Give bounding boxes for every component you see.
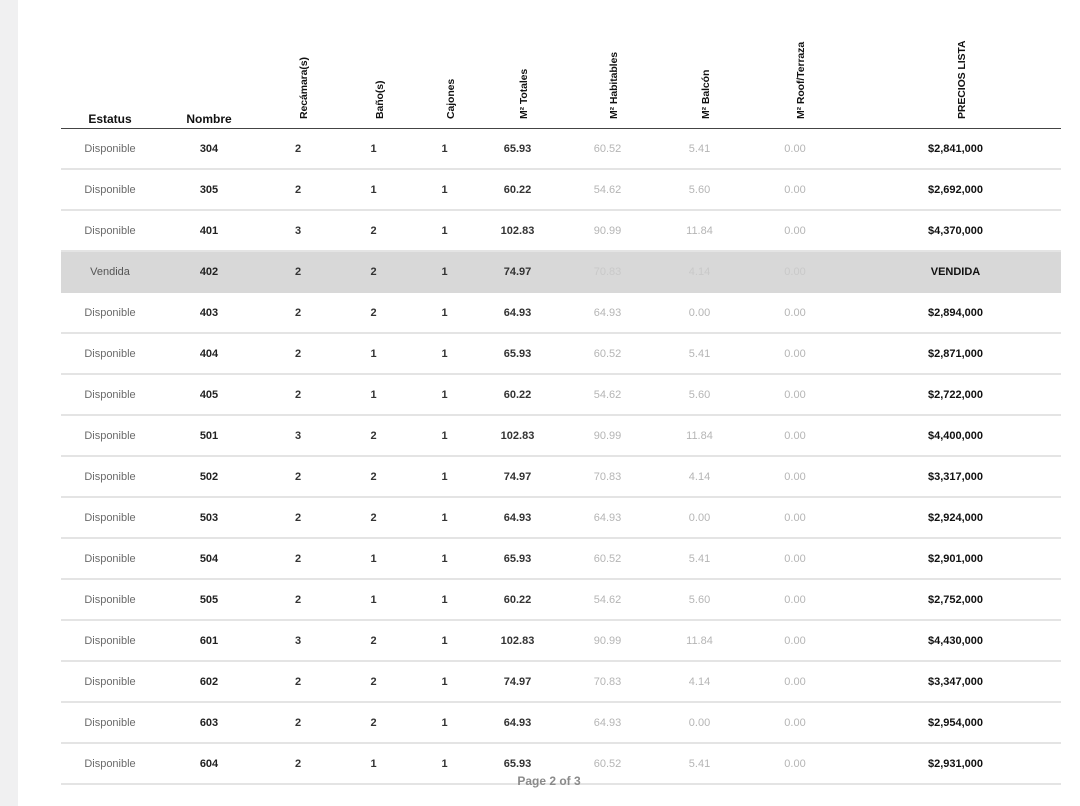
habitable-m2-cell: 54.62 [556, 375, 659, 416]
bedrooms-cell: 2 [259, 580, 337, 621]
parking-cell: 1 [410, 498, 479, 539]
unit-name-cell: 602 [159, 662, 259, 703]
header-status: Estatus [61, 0, 159, 129]
price-cell: $2,954,000 [850, 703, 1061, 744]
price-cell: $2,752,000 [850, 580, 1061, 621]
total-m2-cell: 102.83 [479, 416, 556, 457]
unit-name-cell: 405 [159, 375, 259, 416]
bathrooms-cell: 1 [337, 170, 410, 211]
bathrooms-cell: 1 [337, 744, 410, 785]
table-row [61, 375, 1061, 416]
roof-m2-cell: 0.00 [740, 703, 850, 744]
total-m2-cell: 102.83 [479, 621, 556, 662]
parking-cell: 1 [410, 334, 479, 375]
bathrooms-cell: 2 [337, 703, 410, 744]
habitable-m2-cell: 54.62 [556, 170, 659, 211]
bathrooms-cell: 1 [337, 129, 410, 170]
table-header-row [61, 0, 1061, 129]
habitable-m2-cell: 64.93 [556, 703, 659, 744]
price-list-table [61, 0, 1061, 785]
unit-name-cell: 404 [159, 334, 259, 375]
header-parking: Cajones [410, 0, 479, 129]
unit-name-cell: 401 [159, 211, 259, 252]
unit-name-cell: 403 [159, 293, 259, 334]
roof-m2-cell: 0.00 [740, 457, 850, 498]
balcony-m2-cell: 5.41 [659, 129, 740, 170]
total-m2-cell: 60.22 [479, 170, 556, 211]
table-row [61, 703, 1061, 744]
header-balcony-m2: M² Balcón [659, 0, 740, 129]
bathrooms-cell: 2 [337, 498, 410, 539]
unit-name-cell: 603 [159, 703, 259, 744]
bedrooms-cell: 2 [259, 457, 337, 498]
page-number: Page 2 of 3 [517, 774, 581, 788]
total-m2-cell: 64.93 [479, 703, 556, 744]
roof-m2-cell: 0.00 [740, 744, 850, 785]
unit-name-cell: 305 [159, 170, 259, 211]
table-row [61, 498, 1061, 539]
status-cell: Disponible [61, 170, 159, 211]
header-total-m2: M² Totales [479, 0, 556, 129]
table-row [61, 334, 1061, 375]
status-cell: Disponible [61, 293, 159, 334]
unit-name-cell: 504 [159, 539, 259, 580]
bedrooms-cell: 2 [259, 662, 337, 703]
unit-name-cell: 601 [159, 621, 259, 662]
price-cell: $3,317,000 [850, 457, 1061, 498]
parking-cell: 1 [410, 416, 479, 457]
unit-name-cell: 502 [159, 457, 259, 498]
roof-m2-cell: 0.00 [740, 375, 850, 416]
total-m2-cell: 60.22 [479, 375, 556, 416]
parking-cell: 1 [410, 170, 479, 211]
bedrooms-cell: 2 [259, 703, 337, 744]
price-cell: $2,894,000 [850, 293, 1061, 334]
parking-cell: 1 [410, 293, 479, 334]
habitable-m2-cell: 60.52 [556, 334, 659, 375]
bathrooms-cell: 2 [337, 211, 410, 252]
price-cell: $2,722,000 [850, 375, 1061, 416]
balcony-m2-cell: 4.14 [659, 662, 740, 703]
status-cell: Disponible [61, 375, 159, 416]
table-row [61, 621, 1061, 662]
roof-m2-cell: 0.00 [740, 170, 850, 211]
status-cell: Disponible [61, 662, 159, 703]
roof-m2-cell: 0.00 [740, 416, 850, 457]
balcony-m2-cell: 0.00 [659, 498, 740, 539]
roof-m2-cell: 0.00 [740, 293, 850, 334]
bedrooms-cell: 2 [259, 293, 337, 334]
unit-name-cell: 505 [159, 580, 259, 621]
status-cell: Disponible [61, 416, 159, 457]
price-cell: $2,931,000 [850, 744, 1061, 785]
bathrooms-cell: 2 [337, 252, 410, 293]
total-m2-cell: 60.22 [479, 580, 556, 621]
parking-cell: 1 [410, 744, 479, 785]
total-m2-cell: 74.97 [479, 252, 556, 293]
price-cell: $4,370,000 [850, 211, 1061, 252]
balcony-m2-cell: 5.41 [659, 334, 740, 375]
total-m2-cell: 65.93 [479, 129, 556, 170]
table-row [61, 416, 1061, 457]
habitable-m2-cell: 90.99 [556, 621, 659, 662]
habitable-m2-cell: 54.62 [556, 580, 659, 621]
habitable-m2-cell: 60.52 [556, 744, 659, 785]
bedrooms-cell: 2 [259, 539, 337, 580]
bathrooms-cell: 2 [337, 416, 410, 457]
balcony-m2-cell: 5.41 [659, 539, 740, 580]
bathrooms-cell: 1 [337, 334, 410, 375]
status-cell: Disponible [61, 621, 159, 662]
parking-cell: 1 [410, 252, 479, 293]
parking-cell: 1 [410, 580, 479, 621]
balcony-m2-cell: 5.60 [659, 375, 740, 416]
price-cell: $2,871,000 [850, 334, 1061, 375]
table-row [61, 539, 1061, 580]
header-roof-m2: M² Roof/Terraza [740, 0, 850, 129]
roof-m2-cell: 0.00 [740, 334, 850, 375]
bathrooms-cell: 2 [337, 293, 410, 334]
bathrooms-cell: 2 [337, 662, 410, 703]
bedrooms-cell: 3 [259, 211, 337, 252]
roof-m2-cell: 0.00 [740, 621, 850, 662]
status-cell: Disponible [61, 334, 159, 375]
price-cell: $2,901,000 [850, 539, 1061, 580]
status-cell: Disponible [61, 580, 159, 621]
habitable-m2-cell: 60.52 [556, 129, 659, 170]
bedrooms-cell: 2 [259, 252, 337, 293]
header-name: Nombre [159, 0, 259, 129]
total-m2-cell: 74.97 [479, 662, 556, 703]
total-m2-cell: 65.93 [479, 334, 556, 375]
balcony-m2-cell: 5.60 [659, 580, 740, 621]
bathrooms-cell: 1 [337, 580, 410, 621]
status-cell: Disponible [61, 211, 159, 252]
price-cell: $4,400,000 [850, 416, 1061, 457]
parking-cell: 1 [410, 457, 479, 498]
habitable-m2-cell: 90.99 [556, 211, 659, 252]
parking-cell: 1 [410, 375, 479, 416]
balcony-m2-cell: 0.00 [659, 703, 740, 744]
balcony-m2-cell: 4.14 [659, 457, 740, 498]
balcony-m2-cell: 11.84 [659, 416, 740, 457]
unit-name-cell: 402 [159, 252, 259, 293]
bathrooms-cell: 2 [337, 457, 410, 498]
price-cell: $2,841,000 [850, 129, 1061, 170]
table-row [61, 211, 1061, 252]
total-m2-cell: 64.93 [479, 293, 556, 334]
unit-name-cell: 604 [159, 744, 259, 785]
total-m2-cell: 65.93 [479, 744, 556, 785]
roof-m2-cell: 0.00 [740, 211, 850, 252]
bathrooms-cell: 1 [337, 375, 410, 416]
status-cell: Disponible [61, 539, 159, 580]
header-price: PRECIOS LISTA [850, 0, 1061, 129]
roof-m2-cell: 0.00 [740, 662, 850, 703]
habitable-m2-cell: 90.99 [556, 416, 659, 457]
balcony-m2-cell: 4.14 [659, 252, 740, 293]
bedrooms-cell: 2 [259, 129, 337, 170]
table-row [61, 129, 1061, 170]
bedrooms-cell: 3 [259, 621, 337, 662]
table-row [61, 170, 1061, 211]
balcony-m2-cell: 11.84 [659, 621, 740, 662]
balcony-m2-cell: 0.00 [659, 293, 740, 334]
bedrooms-cell: 3 [259, 416, 337, 457]
unit-name-cell: 501 [159, 416, 259, 457]
bedrooms-cell: 2 [259, 498, 337, 539]
bathrooms-cell: 2 [337, 621, 410, 662]
table-row [61, 457, 1061, 498]
bathrooms-cell: 1 [337, 539, 410, 580]
parking-cell: 1 [410, 662, 479, 703]
roof-m2-cell: 0.00 [740, 252, 850, 293]
price-cell: $2,924,000 [850, 498, 1061, 539]
habitable-m2-cell: 64.93 [556, 293, 659, 334]
status-cell: Disponible [61, 703, 159, 744]
habitable-m2-cell: 70.83 [556, 252, 659, 293]
header-bathrooms: Baño(s) [337, 0, 410, 129]
price-cell: $2,692,000 [850, 170, 1061, 211]
bedrooms-cell: 2 [259, 170, 337, 211]
parking-cell: 1 [410, 621, 479, 662]
bedrooms-cell: 2 [259, 334, 337, 375]
unit-name-cell: 304 [159, 129, 259, 170]
roof-m2-cell: 0.00 [740, 129, 850, 170]
table-body [61, 129, 1061, 785]
parking-cell: 1 [410, 539, 479, 580]
habitable-m2-cell: 64.93 [556, 498, 659, 539]
table-row [61, 252, 1061, 293]
total-m2-cell: 65.93 [479, 539, 556, 580]
total-m2-cell: 102.83 [479, 211, 556, 252]
parking-cell: 1 [410, 211, 479, 252]
price-cell: $3,347,000 [850, 662, 1061, 703]
status-cell: Disponible [61, 744, 159, 785]
table-row [61, 662, 1061, 703]
status-cell: Disponible [61, 457, 159, 498]
status-cell: Disponible [61, 129, 159, 170]
unit-name-cell: 503 [159, 498, 259, 539]
balcony-m2-cell: 5.41 [659, 744, 740, 785]
price-cell: VENDIDA [850, 252, 1061, 293]
status-cell: Disponible [61, 498, 159, 539]
table-row [61, 293, 1061, 334]
roof-m2-cell: 0.00 [740, 539, 850, 580]
roof-m2-cell: 0.00 [740, 498, 850, 539]
header-bedrooms: Recámara(s) [259, 0, 337, 129]
parking-cell: 1 [410, 129, 479, 170]
price-cell: $4,430,000 [850, 621, 1061, 662]
balcony-m2-cell: 5.60 [659, 170, 740, 211]
habitable-m2-cell: 70.83 [556, 662, 659, 703]
bedrooms-cell: 2 [259, 375, 337, 416]
header-habitable-m2: M² Habitables [556, 0, 659, 129]
bedrooms-cell: 2 [259, 744, 337, 785]
parking-cell: 1 [410, 703, 479, 744]
roof-m2-cell: 0.00 [740, 580, 850, 621]
total-m2-cell: 74.97 [479, 457, 556, 498]
total-m2-cell: 64.93 [479, 498, 556, 539]
status-cell: Vendida [61, 252, 159, 293]
balcony-m2-cell: 11.84 [659, 211, 740, 252]
habitable-m2-cell: 70.83 [556, 457, 659, 498]
document-page [18, 0, 1080, 806]
habitable-m2-cell: 60.52 [556, 539, 659, 580]
table-row [61, 580, 1061, 621]
